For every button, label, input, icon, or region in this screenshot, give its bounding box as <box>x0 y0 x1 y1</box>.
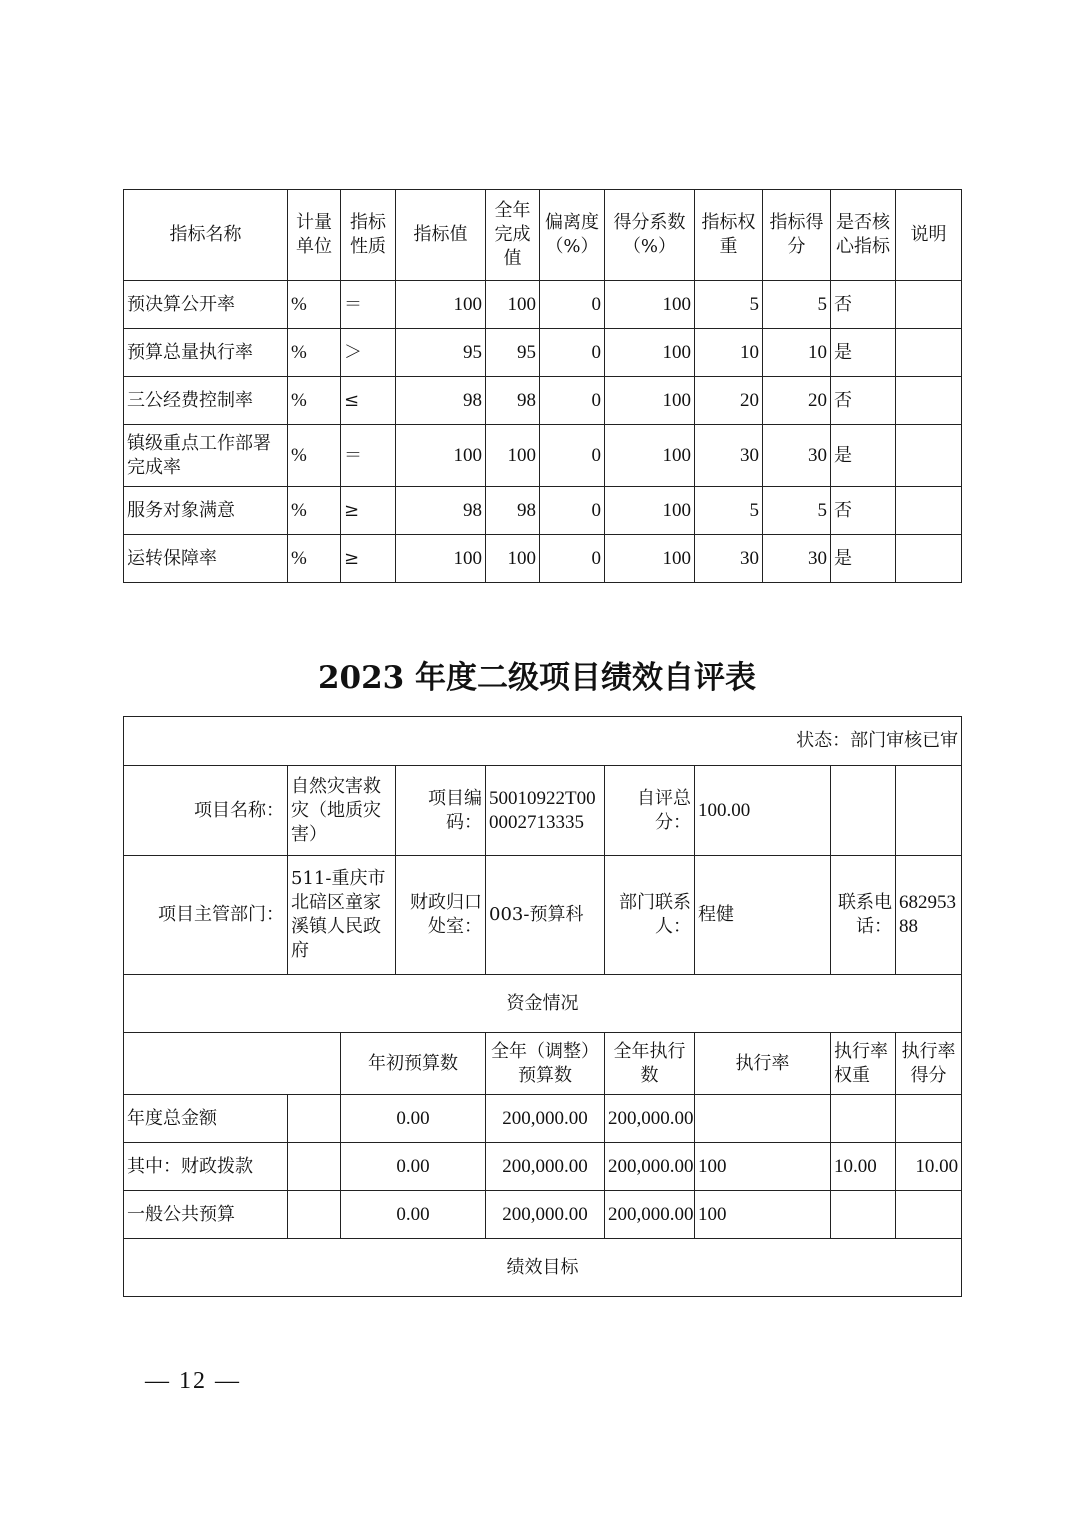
status-row <box>124 717 962 766</box>
indicator-deviation: 0 <box>540 377 605 425</box>
project-code-label: 项目编码： <box>396 766 486 856</box>
header-cell: 指标值 <box>396 190 486 281</box>
indicator-actual: 98 <box>486 487 540 535</box>
table-row <box>124 487 962 535</box>
indicator-weight: 30 <box>695 425 763 487</box>
indicator-deviation: 0 <box>540 535 605 583</box>
funds-row-label: 其中：财政拨款 <box>124 1143 288 1191</box>
indicator-nature: ≥ <box>341 487 396 535</box>
indicator-core: 否 <box>831 281 896 329</box>
phone-value: 68295388 <box>896 856 962 975</box>
indicator-deviation: 0 <box>540 329 605 377</box>
indicator-table <box>123 189 962 583</box>
header-cell: 偏离度（%） <box>540 190 605 281</box>
indicator-coef: 100 <box>605 377 695 425</box>
funds-executed: 200,000.00 <box>605 1095 695 1143</box>
funds-rate: 100 <box>695 1143 831 1191</box>
funds-initial: 0.00 <box>341 1095 486 1143</box>
form-title: 2023 年度二级项目绩效自评表 <box>317 660 757 696</box>
indicator-unit: % <box>288 425 341 487</box>
funds-score: 10.00 <box>896 1143 962 1191</box>
indicator-score: 30 <box>763 425 831 487</box>
indicator-nature: ≥ <box>341 535 396 583</box>
table-row <box>124 1191 962 1239</box>
phone-label: 联系电话： <box>831 856 896 975</box>
indicator-name: 预算总量执行率 <box>124 329 288 377</box>
empty-cell <box>831 766 896 856</box>
funds-section-title: 资金情况 <box>124 975 962 1033</box>
indicator-value: 98 <box>396 377 486 425</box>
indicator-coef: 100 <box>605 425 695 487</box>
funds-header-cell: 执行率 <box>695 1033 831 1095</box>
funds-weight <box>831 1095 896 1143</box>
indicator-core: 是 <box>831 329 896 377</box>
indicator-header-row <box>124 190 962 281</box>
funds-row-label: 年度总金额 <box>124 1095 288 1143</box>
indicator-name: 三公经费控制率 <box>124 377 288 425</box>
indicator-actual: 100 <box>486 425 540 487</box>
indicator-note <box>896 535 962 583</box>
indicator-score: 5 <box>763 281 831 329</box>
funds-rate: 100 <box>695 1191 831 1239</box>
indicator-actual: 100 <box>486 281 540 329</box>
indicator-note <box>896 281 962 329</box>
table-row <box>124 281 962 329</box>
indicator-core: 是 <box>831 535 896 583</box>
funds-rate <box>695 1095 831 1143</box>
funds-header-row <box>124 1033 962 1095</box>
finance-office-value: 003-预算科 <box>486 856 605 975</box>
indicator-actual: 95 <box>486 329 540 377</box>
indicator-weight: 10 <box>695 329 763 377</box>
indicator-value: 95 <box>396 329 486 377</box>
funds-initial: 0.00 <box>341 1191 486 1239</box>
empty-cell <box>288 1095 341 1143</box>
indicator-coef: 100 <box>605 487 695 535</box>
funds-executed: 200,000.00 <box>605 1143 695 1191</box>
funds-header-cell: 年初预算数 <box>341 1033 486 1095</box>
indicator-weight: 5 <box>695 281 763 329</box>
header-cell: 指标权重 <box>695 190 763 281</box>
funds-header-cell: 执行率权重 <box>831 1033 896 1095</box>
empty-cell <box>288 1191 341 1239</box>
indicator-deviation: 0 <box>540 487 605 535</box>
indicator-value: 98 <box>396 487 486 535</box>
header-cell: 指标性质 <box>341 190 396 281</box>
goals-title-row <box>124 1239 962 1297</box>
header-cell: 得分系数（%） <box>605 190 695 281</box>
indicator-note <box>896 329 962 377</box>
funds-executed: 200,000.00 <box>605 1191 695 1239</box>
project-name-value: 自然灾害救灾（地质灾害） <box>288 766 396 856</box>
indicator-score: 5 <box>763 487 831 535</box>
status-text: 状态：部门审核已审 <box>124 717 962 766</box>
indicator-note <box>896 425 962 487</box>
page-number: — 12 — <box>145 1368 241 1394</box>
funds-weight <box>831 1191 896 1239</box>
indicator-core: 否 <box>831 377 896 425</box>
self-score-value: 100.00 <box>695 766 831 856</box>
funds-header-cell: 全年执行数 <box>605 1033 695 1095</box>
funds-adjusted: 200,000.00 <box>486 1143 605 1191</box>
funds-adjusted: 200,000.00 <box>486 1191 605 1239</box>
contact-value: 程健 <box>695 856 831 975</box>
funds-header-cell: 执行率得分 <box>896 1033 962 1095</box>
table-row <box>124 1143 962 1191</box>
funds-weight: 10.00 <box>831 1143 896 1191</box>
indicator-actual: 100 <box>486 535 540 583</box>
indicator-core: 否 <box>831 487 896 535</box>
project-name-row <box>124 766 962 856</box>
indicator-score: 30 <box>763 535 831 583</box>
indicator-coef: 100 <box>605 329 695 377</box>
funds-score <box>896 1191 962 1239</box>
header-cell: 是否核心指标 <box>831 190 896 281</box>
indicator-unit: % <box>288 329 341 377</box>
funds-row-label: 一般公共预算 <box>124 1191 288 1239</box>
indicator-unit: % <box>288 281 341 329</box>
table-row <box>124 1095 962 1143</box>
indicator-deviation: 0 <box>540 425 605 487</box>
table-row <box>124 425 962 487</box>
indicator-nature: ≤ <box>341 377 396 425</box>
funds-initial: 0.00 <box>341 1143 486 1191</box>
finance-office-label: 财政归口处室： <box>396 856 486 975</box>
funds-header-cell: 全年（调整）预算数 <box>486 1033 605 1095</box>
table-row <box>124 377 962 425</box>
indicator-name: 运转保障率 <box>124 535 288 583</box>
department-label: 项目主管部门： <box>124 856 288 975</box>
indicator-name: 预决算公开率 <box>124 281 288 329</box>
indicator-value: 100 <box>396 281 486 329</box>
empty-cell <box>124 1033 341 1095</box>
indicator-note <box>896 377 962 425</box>
contact-label: 部门联系人： <box>605 856 695 975</box>
indicator-actual: 98 <box>486 377 540 425</box>
funds-title-row <box>124 975 962 1033</box>
header-cell: 计量单位 <box>288 190 341 281</box>
indicator-coef: 100 <box>605 535 695 583</box>
empty-cell <box>288 1143 341 1191</box>
indicator-weight: 5 <box>695 487 763 535</box>
project-code-value: 50010922T000002713335 <box>486 766 605 856</box>
header-cell: 指标得分 <box>763 190 831 281</box>
indicator-weight: 20 <box>695 377 763 425</box>
indicator-note <box>896 487 962 535</box>
indicator-unit: % <box>288 487 341 535</box>
project-name-label: 项目名称： <box>124 766 288 856</box>
header-cell: 全年完成值 <box>486 190 540 281</box>
indicator-unit: % <box>288 377 341 425</box>
indicator-nature: ＝ <box>341 281 396 329</box>
goals-section-title: 绩效目标 <box>124 1239 962 1297</box>
indicator-score: 10 <box>763 329 831 377</box>
indicator-value: 100 <box>396 535 486 583</box>
funds-adjusted: 200,000.00 <box>486 1095 605 1143</box>
indicator-score: 20 <box>763 377 831 425</box>
department-value: 511-重庆市北碚区童家溪镇人民政府 <box>288 856 396 975</box>
funds-score <box>896 1095 962 1143</box>
indicator-coef: 100 <box>605 281 695 329</box>
table-row <box>124 535 962 583</box>
header-cell: 指标名称 <box>124 190 288 281</box>
project-table <box>123 716 962 1297</box>
indicator-unit: % <box>288 535 341 583</box>
indicator-name: 服务对象满意 <box>124 487 288 535</box>
indicator-value: 100 <box>396 425 486 487</box>
indicator-nature: ＝ <box>341 425 396 487</box>
table-row <box>124 329 962 377</box>
indicator-name: 镇级重点工作部署完成率 <box>124 425 288 487</box>
self-score-label: 自评总分： <box>605 766 695 856</box>
indicator-weight: 30 <box>695 535 763 583</box>
empty-cell <box>896 766 962 856</box>
indicator-core: 是 <box>831 425 896 487</box>
indicator-nature: ＞ <box>341 329 396 377</box>
indicator-deviation: 0 <box>540 281 605 329</box>
department-row <box>124 856 962 975</box>
header-cell: 说明 <box>896 190 962 281</box>
